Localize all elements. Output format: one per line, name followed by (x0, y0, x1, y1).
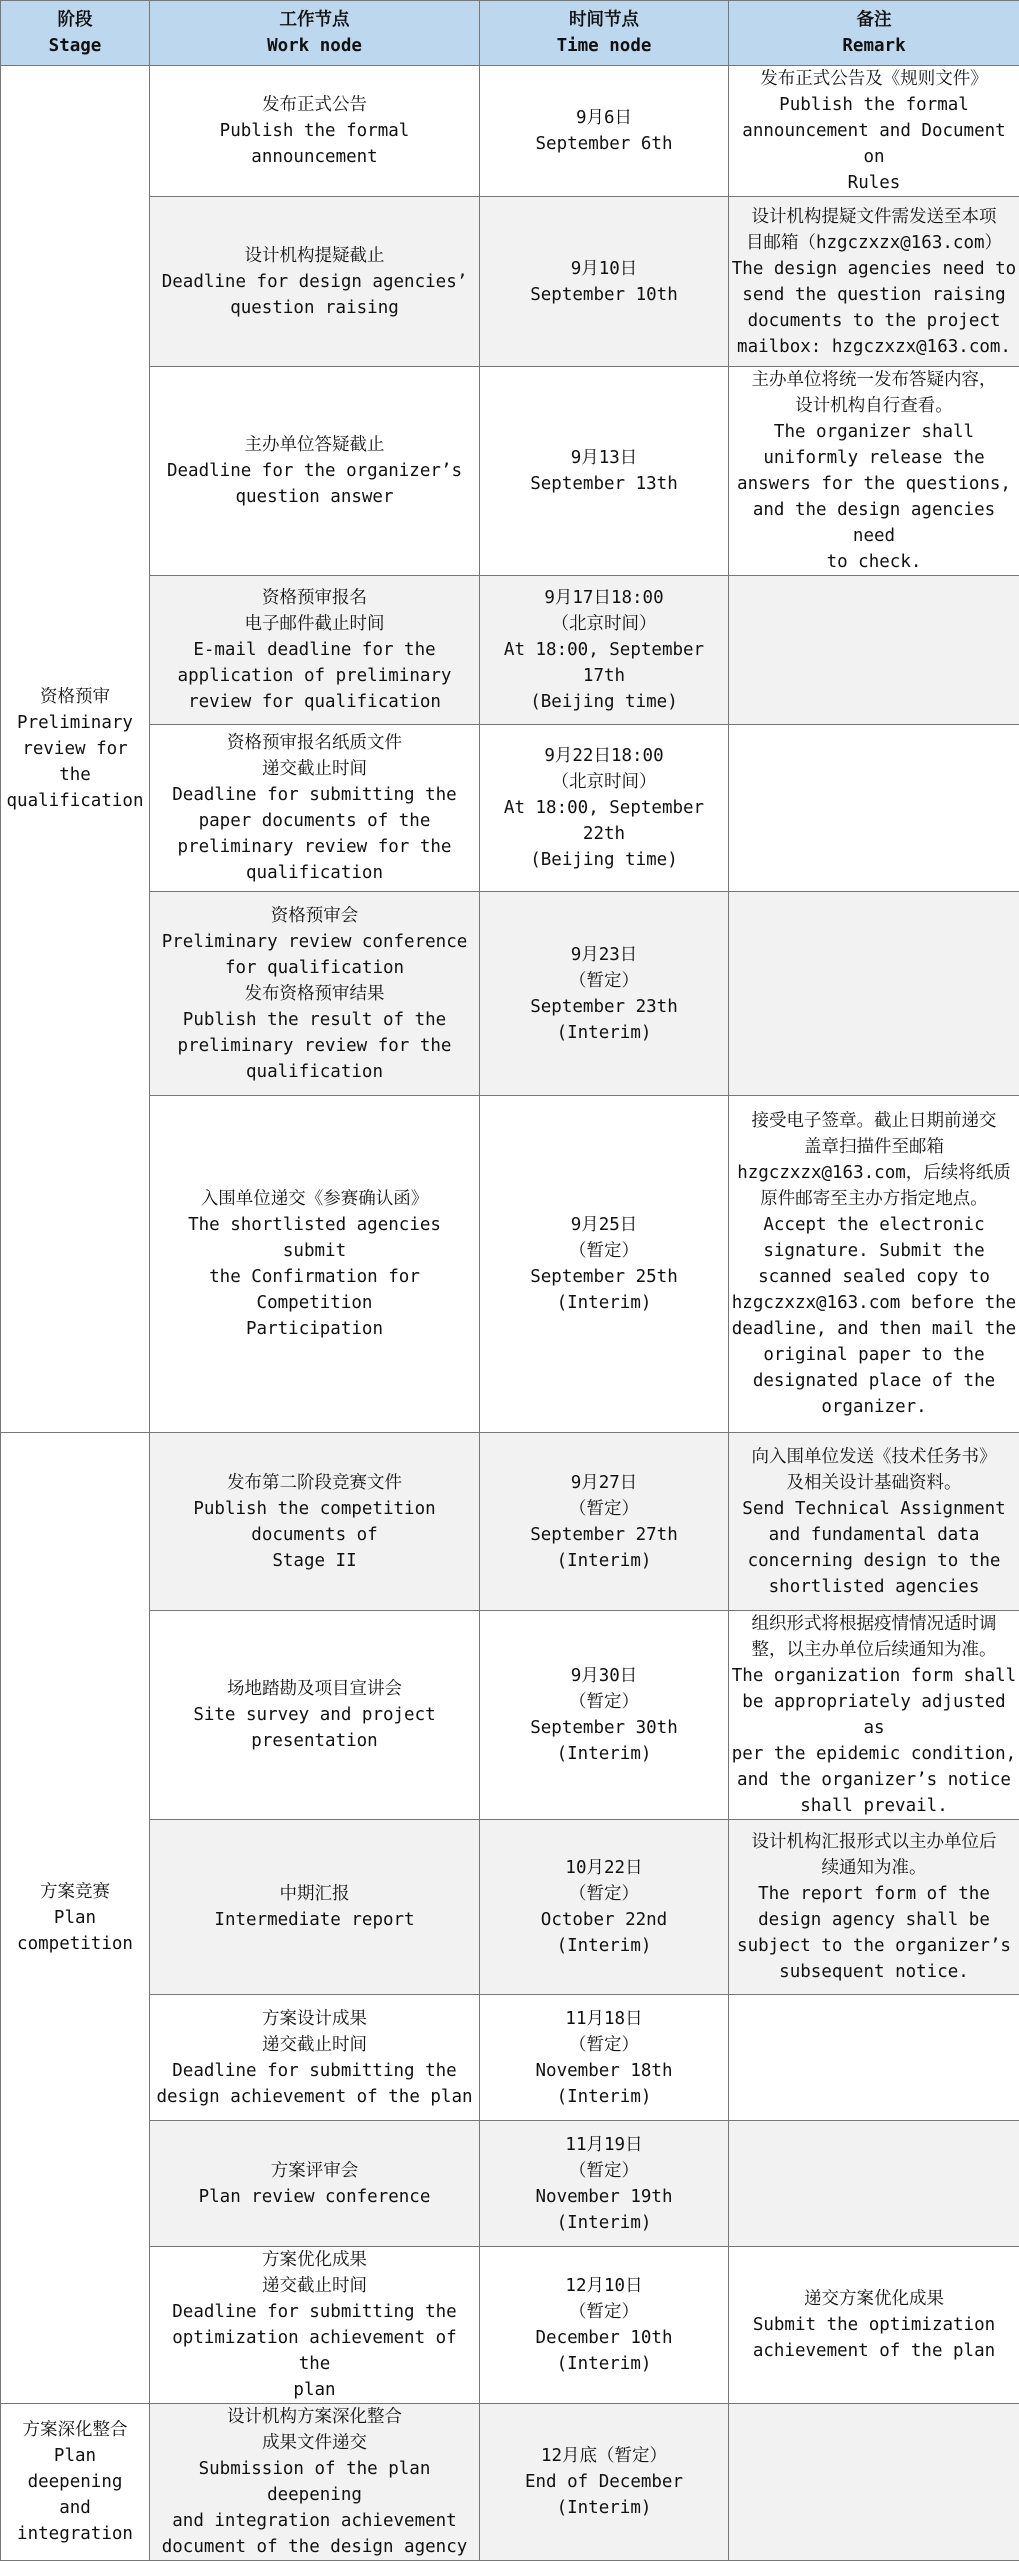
remark-cell (729, 725, 1019, 892)
work-node-cell: 设计机构方案深化整合 成果文件递交 Submission of the plan deepening and integration achievement document of the design agency (150, 2404, 480, 2561)
time-node-cell: 9月6日 September 6th (480, 66, 729, 197)
stage-plan-deepening: 方案深化整合 Plan deepening and integration (1, 2404, 150, 2561)
time-node-cell: 11月18日 （暂定） November 18th (Interim) (480, 1995, 729, 2121)
header-work-node: 工作节点 Work node (150, 1, 480, 66)
remark-cell (729, 576, 1019, 725)
time-node-cell: 9月23日 （暂定） September 23th (Interim) (480, 892, 729, 1096)
header-remark: 备注 Remark (729, 1, 1019, 66)
table-row (1, 2404, 1019, 2561)
time-node-cell: 9月17日18:00 （北京时间） At 18:00, September 17th (Beijing time) (480, 576, 729, 725)
time-node-cell: 9月25日 （暂定） September 25th (Interim) (480, 1096, 729, 1433)
table-row (1, 1611, 1019, 1820)
table-row (1, 367, 1019, 576)
stage-preliminary-review: 资格预审 Preliminary review for the qualification (1, 66, 150, 1433)
stage-plan-competition: 方案竞赛 Plan competition (1, 1433, 150, 2404)
table-row (1, 1096, 1019, 1433)
work-node-cell: 设计机构提疑截止 Deadline for design agencies’ question raising (150, 197, 480, 367)
header-row (1, 1, 1019, 66)
remark-cell: 设计机构汇报形式以主办单位后 续通知为准。 The report form of the design agency shall be subject to the organizer’s subsequent notice. (729, 1820, 1019, 1995)
work-node-cell: 方案优化成果 递交截止时间 Deadline for submitting the optimization achievement of the plan (150, 2247, 480, 2404)
table-row (1, 2247, 1019, 2404)
remark-cell: 设计机构提疑文件需发送至本项 目邮箱（hzgczxzx@163.com） The design agencies need to send the question raising documents to the project mailbox: hzgczxzx@163.com. (729, 197, 1019, 367)
remark-cell (729, 2404, 1019, 2561)
time-node-cell: 9月27日 （暂定） September 27th (Interim) (480, 1433, 729, 1611)
work-node-cell: 方案评审会 Plan review conference (150, 2121, 480, 2247)
header-stage: 阶段 Stage (1, 1, 150, 66)
table-row (1, 1433, 1019, 1611)
time-node-cell: 12月底（暂定） End of December (Interim) (480, 2404, 729, 2561)
remark-cell (729, 1995, 1019, 2121)
work-node-cell: 场地踏勘及项目宣讲会 Site survey and project presentation (150, 1611, 480, 1820)
work-node-cell: 资格预审报名 电子邮件截止时间 E-mail deadline for the application of preliminary review for qualification (150, 576, 480, 725)
table-row (1, 1995, 1019, 2121)
table-row (1, 1820, 1019, 1995)
table-row (1, 197, 1019, 367)
time-node-cell: 9月30日 （暂定） September 30th (Interim) (480, 1611, 729, 1820)
remark-cell: 向入围单位发送《技术任务书》 及相关设计基础资料。 Send Technical Assignment and fundamental data concerning design to the shortlisted agencies (729, 1433, 1019, 1611)
table-row (1, 66, 1019, 197)
time-node-cell: 9月22日18:00 （北京时间） At 18:00, September 22th (Beijing time) (480, 725, 729, 892)
table-row (1, 892, 1019, 1096)
time-node-cell: 12月10日 （暂定） December 10th (Interim) (480, 2247, 729, 2404)
time-node-cell: 9月13日 September 13th (480, 367, 729, 576)
remark-cell (729, 2121, 1019, 2247)
work-node-cell: 中期汇报 Intermediate report (150, 1820, 480, 1995)
work-node-cell: 主办单位答疑截止 Deadline for the organizer’s question answer (150, 367, 480, 576)
remark-cell: 接受电子签章。截止日期前递交 盖章扫描件至邮箱 hzgczxzx@163.com，后续将纸质 原件邮寄至主办方指定地点。 Accept the electronic signature. Submit the scanned sealed copy to hzgczxzx@163.com before the deadline, and then mail the original paper to the designated place of the organizer. (729, 1096, 1019, 1433)
remark-cell: 组织形式将根据疫情情况适时调 整，以主办单位后续通知为准。 The organization form shall be appropriately adjusted as per the epidemic condition, and the organizer’s notice shall prevail. (729, 1611, 1019, 1820)
work-node-cell: 发布第二阶段竞赛文件 Publish the competition documents of Stage II (150, 1433, 480, 1611)
table-row (1, 725, 1019, 892)
remark-cell (729, 892, 1019, 1096)
table-row (1, 2121, 1019, 2247)
work-node-cell: 发布正式公告 Publish the formal announcement (150, 66, 480, 197)
remark-cell: 递交方案优化成果 Submit the optimization achievement of the plan (729, 2247, 1019, 2404)
remark-cell: 发布正式公告及《规则文件》 Publish the formal announcement and Document on Rules (729, 66, 1019, 197)
header-time-node: 时间节点 Time node (480, 1, 729, 66)
remark-cell: 主办单位将统一发布答疑内容， 设计机构自行查看。 The organizer shall uniformly release the answers for the questions, and the design agencies need to check. (729, 367, 1019, 576)
time-node-cell: 11月19日 （暂定） November 19th (Interim) (480, 2121, 729, 2247)
work-node-cell: 方案设计成果 递交截止时间 Deadline for submitting the design achievement of the plan (150, 1995, 480, 2121)
time-node-cell: 10月22日 （暂定） October 22nd (Interim) (480, 1820, 729, 1995)
work-node-cell: 资格预审会 Preliminary review conference for qualification 发布资格预审结果 Publish the result of the preliminary review for the qualification (150, 892, 480, 1096)
time-node-cell: 9月10日 September 10th (480, 197, 729, 367)
work-node-cell: 资格预审报名纸质文件 递交截止时间 Deadline for submitting the paper documents of the preliminary review for the qualification (150, 725, 480, 892)
work-node-cell: 入围单位递交《参赛确认函》 The shortlisted agencies submit the Confirmation for Competition Participation (150, 1096, 480, 1433)
table-row (1, 576, 1019, 725)
